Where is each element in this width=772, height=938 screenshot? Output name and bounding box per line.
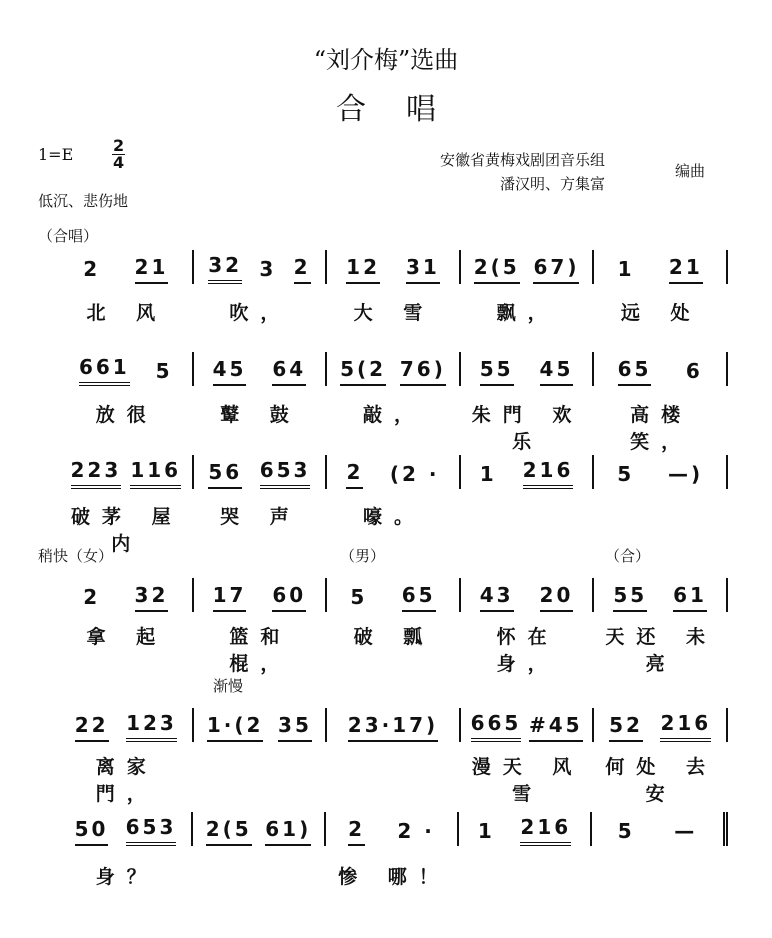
measure	[461, 352, 595, 386]
note-group: 1·(2	[207, 713, 264, 742]
lyrics-row	[60, 862, 728, 889]
measure	[60, 455, 194, 489]
note-group: 65	[402, 583, 436, 612]
note-group: 216	[660, 711, 711, 742]
note-group: 2 ·	[397, 819, 435, 843]
note-group: —)	[667, 462, 704, 486]
lyric: 何处 去安	[605, 756, 717, 805]
lyric: 大 雪	[353, 302, 435, 324]
note-group: 5	[617, 819, 635, 843]
lyric	[461, 502, 595, 556]
lyrics-row	[60, 298, 728, 325]
measure	[592, 812, 728, 846]
note-group: 21	[135, 255, 169, 284]
measure	[194, 250, 328, 284]
note-group: 123	[126, 711, 177, 742]
measure	[594, 250, 728, 284]
lyrics-row	[60, 622, 728, 676]
note-group: 653	[126, 815, 177, 846]
lyric: 天还 未亮	[605, 626, 717, 675]
note-group: 64	[272, 357, 306, 386]
staff-row	[60, 578, 728, 612]
note-group: 21	[669, 255, 703, 284]
measure	[594, 578, 728, 612]
note-group: 1	[479, 462, 497, 486]
note-group: 216	[523, 458, 574, 489]
note-group: 67)	[533, 255, 579, 284]
lyric	[194, 752, 328, 806]
label-slower: 渐慢	[213, 677, 244, 695]
note-group: 12	[346, 255, 380, 284]
note-group: 2	[83, 585, 101, 609]
note-group: 52	[609, 713, 643, 742]
note-group: 32	[208, 253, 242, 284]
title: “刘介梅”选曲	[313, 46, 459, 74]
note-group: 216	[520, 815, 571, 846]
note-group: 116	[130, 458, 181, 489]
credit-role: 编曲	[675, 162, 706, 180]
tempo-marking: 低沉、悲伤地	[38, 192, 129, 210]
note-group: 50	[75, 817, 109, 846]
staff-row	[60, 708, 728, 742]
measure	[194, 708, 328, 742]
lyric	[461, 862, 595, 889]
credits: 安徽省黄梅戏剧团音乐组 潘汉明、方集富	[440, 151, 606, 193]
measure	[194, 578, 328, 612]
note-group: 1	[617, 257, 635, 281]
note-group: 35	[278, 713, 312, 742]
staff-row	[60, 352, 728, 386]
measure	[194, 455, 328, 489]
lyric: 远 处	[620, 302, 702, 324]
note-group: 2	[346, 460, 363, 489]
measure	[594, 352, 728, 386]
note-group: 61)	[265, 817, 311, 846]
note-group: (2 ·	[389, 462, 440, 486]
note-group: 665	[471, 711, 522, 742]
measure	[461, 250, 595, 284]
part-label: （合唱）	[38, 227, 99, 245]
lyric: 北 风	[86, 302, 168, 324]
label-chorus: （合）	[605, 547, 651, 565]
lyric: 放很	[95, 404, 158, 426]
note-group: 31	[406, 255, 440, 284]
note-group: 17	[213, 583, 247, 612]
note-group: 5	[350, 585, 368, 609]
subtitle: 合唱	[336, 92, 476, 127]
note-group: 61	[673, 583, 707, 612]
note-group: #45	[529, 713, 583, 742]
lyric	[594, 502, 728, 556]
measure	[60, 578, 194, 612]
note-group: 5	[617, 462, 635, 486]
measure	[327, 352, 461, 386]
measure	[461, 708, 595, 742]
note-group: 2	[83, 257, 101, 281]
note-group: 55	[480, 357, 514, 386]
lyric: 篮和 棍，	[229, 626, 292, 675]
note-group: 5	[155, 359, 173, 383]
lyric: 怀在 身，	[496, 626, 559, 675]
measure	[594, 455, 728, 489]
note-group: 5(2	[340, 357, 386, 386]
measure	[327, 250, 461, 284]
measure	[327, 455, 461, 489]
note-group: 2(5	[206, 817, 252, 846]
note-group: 56	[208, 460, 242, 489]
note-group: 223	[71, 458, 122, 489]
measure	[194, 352, 328, 386]
note-group: 661	[79, 355, 130, 386]
lyric	[327, 752, 461, 806]
measure	[326, 812, 459, 846]
note-group: 6	[685, 359, 703, 383]
lyric: 吹，	[229, 302, 292, 324]
lyric: 鼙 鼓	[220, 404, 301, 426]
lyric: 身？	[95, 866, 158, 888]
measure	[327, 708, 461, 742]
measure	[461, 455, 595, 489]
note-group: 3	[259, 257, 277, 281]
staff-row	[60, 250, 728, 284]
note-group: 32	[135, 583, 169, 612]
note-group: 23·17)	[348, 713, 438, 742]
lyric: 哭 声	[220, 506, 301, 528]
note-group: 20	[540, 583, 574, 612]
measure	[60, 708, 194, 742]
measure	[327, 578, 461, 612]
measure	[60, 352, 194, 386]
note-group: 2(5	[474, 255, 520, 284]
label-faster-female: 稍快（女）	[38, 547, 114, 565]
lyric: 飘，	[496, 302, 559, 324]
lyric: 漫天 风雪	[471, 756, 584, 805]
lyric: 破茅 屋内	[70, 506, 183, 555]
staff-row	[60, 455, 728, 489]
lyrics-row	[60, 752, 728, 806]
measure	[60, 812, 193, 846]
lyric: 离家 門，	[95, 756, 158, 805]
measure	[60, 250, 194, 284]
lyric: 惨 哪！	[338, 866, 450, 888]
key-signature: 1=E	[38, 145, 74, 164]
lyrics-row	[60, 400, 728, 454]
measure	[193, 812, 326, 846]
lyrics-row	[60, 502, 728, 556]
note-group: 653	[260, 458, 311, 489]
measure	[459, 812, 592, 846]
label-male: （男）	[340, 547, 386, 565]
note-group: 76)	[400, 357, 446, 386]
lyric	[594, 862, 728, 889]
note-group: 60	[272, 583, 306, 612]
note-group: 43	[480, 583, 514, 612]
note-group: 22	[75, 713, 109, 742]
note-group: 65	[618, 357, 652, 386]
staff-row	[60, 812, 728, 846]
note-group: 1	[477, 819, 495, 843]
note-group: 45	[540, 357, 574, 386]
lyric: 嚎。	[362, 506, 425, 528]
lyric: 敲，	[362, 404, 425, 426]
measure	[461, 578, 595, 612]
lyric	[194, 862, 328, 889]
note-group: 45	[213, 357, 247, 386]
note-group: 2	[294, 255, 311, 284]
note-group: 55	[613, 583, 647, 612]
lyric: 朱門 欢乐	[471, 404, 584, 453]
lyric: 高楼 笑，	[630, 404, 693, 453]
lyric: 破 瓢	[353, 626, 435, 648]
lyric: 拿 起	[86, 626, 168, 648]
note-group: 2	[348, 817, 365, 846]
note-group: —	[674, 819, 698, 843]
time-signature: $\frac{2}{4}$	[113, 136, 125, 172]
measure	[594, 708, 728, 742]
